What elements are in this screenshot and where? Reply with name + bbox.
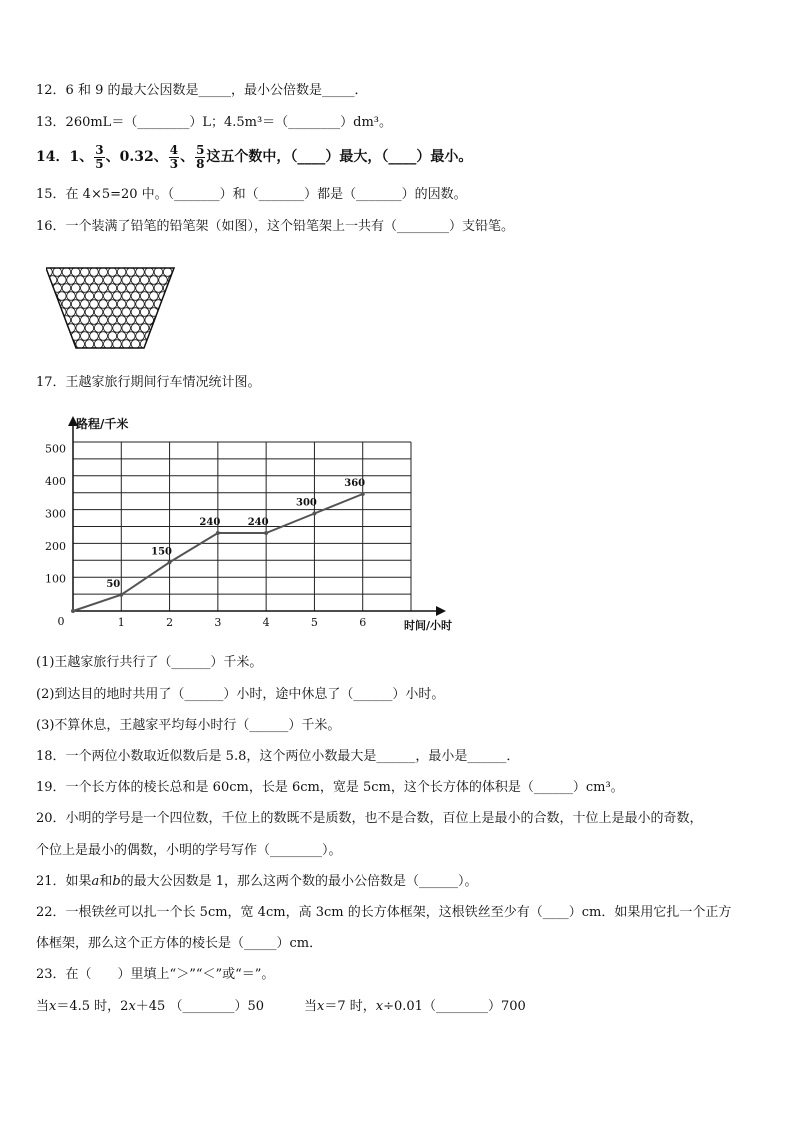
q23-p6: ÷0.01（________）700 (383, 999, 526, 1014)
pencil-circle (113, 340, 122, 349)
pencil-circle (150, 292, 159, 301)
pencil-circle (108, 300, 117, 309)
pencil-circle (90, 316, 99, 325)
pencil-circle (154, 332, 163, 341)
q21-prefix: 21．如果 (36, 874, 92, 889)
pencil-circle (81, 332, 90, 341)
question-20-line-2: 个位上是最小的偶数，小明的学号写作（________）。 (36, 843, 342, 858)
pencil-circle (117, 268, 126, 277)
data-point (312, 512, 316, 516)
pencil-circle (58, 292, 67, 301)
pencil-circle (163, 300, 172, 309)
pencil-circle (122, 308, 131, 317)
pencil-circle (90, 268, 99, 277)
pencil-circle (104, 324, 113, 333)
pencil-circle (46, 332, 52, 341)
pencil-circle (154, 348, 163, 354)
q21-suffix: 的最大公因数是 1，那么这两个数的最小公倍数是（______）。 (120, 874, 478, 889)
pencil-circle (117, 284, 126, 293)
q23-p2: ＝4.5 时，2 (56, 999, 129, 1014)
pencil-circle (71, 316, 80, 325)
pencil-circle (136, 316, 145, 325)
pencil-circle (136, 284, 145, 293)
fraction-4-3 (169, 144, 179, 171)
pencil-circle (117, 332, 126, 341)
data-point (168, 560, 172, 564)
question-20-line-1: 20．小明的学号是一个四位数，千位上的数既不是质数，也不是合数，百位上是最小的合数，十位上是最小的奇数， (36, 811, 703, 826)
pencil-circle (131, 324, 140, 333)
pencil-circle (53, 316, 62, 325)
pencil-circle (159, 276, 168, 285)
question-13: 13．260mL＝（________）L；4.5m³＝（________）dm³。 (36, 115, 393, 130)
pencil-circle (90, 300, 99, 309)
pencil-circle (94, 340, 103, 349)
pencil-circle (85, 308, 94, 317)
pencil-circles (46, 268, 176, 354)
chart-grid (73, 442, 411, 611)
data-point (119, 593, 123, 597)
question-16: 16．一个装满了铅笔的铅笔架（如图），这个铅笔架上一共有（________）支铅笔。 (36, 219, 515, 234)
pencil-circle (131, 276, 140, 285)
fraction-5-8 (195, 144, 205, 171)
pencil-circle (127, 316, 136, 325)
variable-x: x (317, 999, 325, 1014)
pencil-circle (122, 276, 131, 285)
variable-x: x (375, 999, 384, 1014)
data-label: 50 (106, 578, 121, 590)
pencil-circle (71, 284, 80, 293)
pencil-circle (76, 292, 85, 301)
pencil-circle (58, 340, 67, 349)
y-tick-label: 400 (45, 475, 66, 488)
q23-p3: ＋45 （________）50 (135, 999, 264, 1014)
pencil-circle (53, 332, 62, 341)
x-axis-arrow-icon (436, 606, 446, 616)
q23-p4: 当 (304, 999, 318, 1014)
pencil-circle (154, 268, 163, 277)
pencil-circle (131, 340, 140, 349)
pencil-circle (67, 292, 76, 301)
pencil-circle (168, 308, 176, 317)
variable-x: x (49, 999, 57, 1014)
pencil-circle (94, 308, 103, 317)
pencil-circle (104, 308, 113, 317)
pencil-circle (76, 340, 85, 349)
pencil-circle (127, 300, 136, 309)
pencil-circle (108, 332, 117, 341)
question-21 (36, 873, 478, 891)
fraction-denominator: 5 (95, 156, 104, 171)
pencil-circle (58, 276, 67, 285)
pencil-circle (108, 284, 117, 293)
pencil-circle (136, 268, 145, 277)
pencil-circle (136, 300, 145, 309)
x-tick-label: 4 (262, 616, 270, 629)
pencil-circle (71, 268, 80, 277)
q23-p5: ＝7 时， (324, 999, 376, 1014)
pencil-circle (136, 332, 145, 341)
pencil-circle (90, 332, 99, 341)
pencil-circle (154, 284, 163, 293)
pencil-circle (90, 284, 99, 293)
pencil-circle (99, 316, 108, 325)
pencil-circle (113, 276, 122, 285)
pencil-circle (46, 300, 52, 309)
pencil-circle (113, 324, 122, 333)
pencil-circle (48, 308, 57, 317)
pencil-circle (48, 340, 57, 349)
pencil-circle (81, 284, 90, 293)
data-point (361, 492, 365, 496)
question-22-line-1: 22．一根铁丝可以扎一个长 5cm，宽 4cm，高 3cm 的长方体框架，这根铁丝至少有（____）cm．如果用它扎一个正方 (36, 905, 732, 920)
pencil-circle (81, 316, 90, 325)
chart-axes (68, 416, 446, 616)
question-23: 23．在（ ）里填上“＞”“＜”或“＝”。 (36, 967, 275, 982)
pencil-circle (131, 292, 140, 301)
question-19: 19．一个长方体的棱长总和是 60cm，长是 6cm，宽是 5cm，这个长方体的体积是（______）cm³。 (36, 780, 624, 795)
pencil-circle (85, 340, 94, 349)
pencil-circle (94, 292, 103, 301)
pencil-circle (76, 324, 85, 333)
pencil-circle (94, 276, 103, 285)
pencil-circle (150, 340, 159, 349)
q23-p1: 当 (36, 999, 50, 1014)
pencil-circle (85, 324, 94, 333)
data-label: 240 (247, 517, 269, 528)
pencil-circle (62, 332, 71, 341)
pencil-circle (104, 340, 113, 349)
pencil-circle (117, 300, 126, 309)
pencil-circle (62, 284, 71, 293)
pencil-circle (62, 268, 71, 277)
pencil-circle (117, 316, 126, 325)
pencil-circle (159, 340, 168, 349)
question-14 (36, 142, 472, 172)
pencil-circle (131, 308, 140, 317)
pencil-circle (62, 300, 71, 309)
x-tick-label: 3 (214, 616, 222, 629)
pencil-circle (85, 276, 94, 285)
question-23-expressions (36, 998, 526, 1016)
pencil-circle (122, 340, 131, 349)
pencil-holder-figure (46, 264, 176, 354)
pencil-circle (127, 332, 136, 341)
pencil-circle (81, 300, 90, 309)
data-label: 150 (151, 546, 173, 558)
y-axis-label: 路程/千米 (76, 417, 129, 431)
x-axis-label: 时间/小时 (404, 619, 453, 632)
pencil-circle (145, 268, 154, 277)
x-tick-label: 6 (359, 616, 367, 629)
y-tick-label: 200 (45, 540, 66, 553)
pencil-circle (140, 276, 149, 285)
question-17-part-3: (3)不算休息，王越家平均每小时行（______）千米。 (36, 718, 341, 733)
pencil-circle (104, 276, 113, 285)
q14-mid1: 、0.32、 (105, 149, 168, 165)
pencil-circle (168, 324, 176, 333)
pencil-circle (159, 324, 168, 333)
x-tick-label: 0 (57, 615, 65, 628)
question-12: 12．6 和 9 的最大公因数是_____，最小公倍数是_____． (36, 83, 368, 98)
pencil-circle (104, 292, 113, 301)
fraction-3-5 (94, 144, 104, 171)
pencil-circle (46, 284, 52, 293)
pencil-circle (163, 348, 172, 354)
question-18: 18．一个两位小数取近似数后是 5.8，这个两位小数最大是______，最小是______． (36, 749, 520, 764)
pencil-circle (140, 308, 149, 317)
question-17-part-2: (2)到达目的地时共用了（______）小时，途中休息了（______）小时。 (36, 687, 445, 702)
pencil-circle (48, 324, 57, 333)
pencil-circle (76, 276, 85, 285)
data-point (216, 531, 220, 535)
pencil-circle (99, 332, 108, 341)
pencil-circle (85, 292, 94, 301)
fraction-denominator: 3 (169, 156, 179, 171)
variable-a: a (91, 874, 100, 889)
question-22-line-2: 体框架，那么这个正方体的棱长是（_____）cm． (36, 936, 323, 951)
variable-b: b (112, 874, 121, 889)
y-tick-label: 100 (45, 572, 66, 586)
pencil-circle (122, 324, 131, 333)
pencil-circle (53, 348, 62, 354)
pencil-circle (140, 324, 149, 333)
y-tick-label: 300 (45, 507, 66, 521)
data-point (264, 531, 268, 535)
variable-x: x (128, 999, 136, 1014)
pencil-circle (163, 316, 172, 325)
pencil-circle (62, 348, 71, 354)
y-tick-label: 500 (45, 442, 66, 456)
pencil-circle (71, 300, 80, 309)
pencil-circle (122, 292, 131, 301)
pencil-circle (145, 348, 154, 354)
pencil-circle (145, 284, 154, 293)
pencil-circle (94, 324, 103, 333)
pencil-circle (113, 292, 122, 301)
data-point (71, 609, 75, 613)
pencil-circle (127, 284, 136, 293)
data-label: 240 (199, 517, 221, 528)
question-15: 15．在 4×5=20 中。（_______）和（_______）都是（_______）的因数。 (36, 187, 467, 202)
pencil-circle (145, 300, 154, 309)
pencil-circle (150, 276, 159, 285)
q14-mid2: 、 (180, 149, 195, 165)
x-tick-label: 1 (117, 616, 125, 629)
pencil-circle (168, 292, 176, 301)
fraction-numerator: 4 (169, 142, 179, 157)
pencil-circle (46, 316, 52, 325)
pencil-circle (99, 268, 108, 277)
question-17-part-1: (1)王越家旅行共行了（______）千米。 (36, 655, 263, 670)
x-tick-label: 5 (310, 616, 318, 629)
x-tick-label: 2 (166, 616, 174, 629)
pencil-circle (145, 316, 154, 325)
fraction-numerator: 5 (196, 142, 205, 157)
pencil-circle (99, 284, 108, 293)
q14-suffix: 这五个数中，（____）最大，（____）最小。 (206, 149, 473, 165)
pencil-circle (140, 292, 149, 301)
pencil-circle (108, 268, 117, 277)
pencil-circle (58, 324, 67, 333)
pencil-circle (168, 340, 176, 349)
pencil-circle (67, 276, 76, 285)
data-label: 300 (295, 497, 317, 509)
pencil-circle (113, 308, 122, 317)
question-17: 17．王越家旅行期间行车情况统计图。 (36, 375, 261, 390)
pencil-circle (127, 268, 136, 277)
pencil-circle (159, 308, 168, 317)
fraction-denominator: 8 (196, 156, 205, 171)
pencil-circle (76, 308, 85, 317)
pencil-circle (53, 268, 62, 277)
travel-line-chart (36, 412, 476, 637)
q21-mid: 和 (99, 874, 113, 889)
pencil-circle (46, 348, 52, 354)
pencil-circle (163, 332, 172, 341)
pencil-circle (108, 316, 117, 325)
pencil-circle (67, 308, 76, 317)
pencil-circle (99, 300, 108, 309)
fraction-numerator: 3 (95, 142, 104, 157)
q14-prefix: 14．1、 (36, 149, 94, 165)
pencil-circle (81, 268, 90, 277)
data-label: 360 (344, 478, 366, 489)
